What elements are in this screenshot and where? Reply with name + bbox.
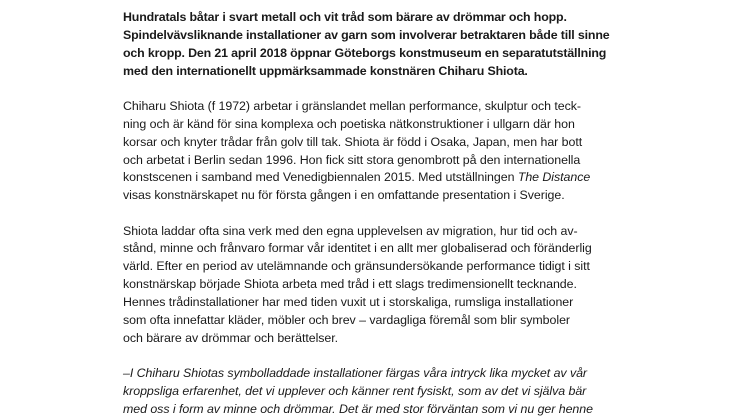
quote-line: kroppsliga erfarenhet, det vi upplever och känner rent fysiskt, som av det vi själva bär [123, 383, 587, 398]
paragraph-line: Shiota laddar ofta sina verk med den egna upplevelsen av migration, hur tid och av- [123, 223, 578, 238]
quote-line: –I Chiharu Shiotas symbolladdade installationer färgas våra intryck lika mycket av vår [123, 366, 588, 381]
paragraph-line [123, 169, 628, 187]
press-release-body [123, 9, 628, 419]
paragraph-line: korsar och knyter trådar från golv till tak. Shiota är född i Osaka, Japan, men har bott [123, 134, 583, 149]
lead-line: med den internationellt uppmärksammade konstnären Chiharu Shiota. [123, 63, 528, 78]
practice-paragraph [123, 223, 628, 348]
lead-line: och kropp. Den 21 april 2018 öppnar Göteborgs konstmuseum en separatutställning [123, 45, 607, 60]
paragraph-line: värld. Efter en period av utelämnande och gränsundersökande performance tidigt i sitt [123, 259, 590, 274]
biography-paragraph [123, 98, 628, 205]
paragraph-line: ning och är känd för sina komplexa och poetiska nätkonstruktioner i ullgarn där hon [123, 116, 575, 131]
lead-line: Hundratals båtar i svart metall och vit tråd som bärare av drömmar och hopp. [123, 10, 567, 24]
exhibition-title: The Distance [517, 170, 591, 185]
quote-paragraph [123, 365, 628, 419]
paragraph-line: och arbetat i Berlin sedan 1996. Hon fick sitt stora genombrott på den internationella [123, 152, 581, 167]
paragraph-line: som ofta innefattar kläder, möbler och brev – vardagliga föremål som blir symboler [123, 312, 570, 327]
paragraph-line: Chiharu Shiota (f 1972) arbetar i gränslandet mellan performance, skulptur och teck- [123, 98, 581, 113]
paragraph-line: och bärare av drömmar och berättelser. [123, 330, 339, 345]
paragraph-line-text: konstscenen i samband med Venedigbiennalen 2015. Med utställningen [123, 170, 518, 185]
lead-line: Spindelvävsliknande installationer av garn som involverar betraktaren både till sinne [123, 27, 610, 42]
paragraph-line: konstnärskap började Shiota arbeta med tråd i ett slags tredimensionellt tecknande. [123, 277, 577, 292]
lead-paragraph [123, 9, 628, 80]
paragraph-line: stånd, minne och frånvaro formar vår identitet i en allt mer globaliserad och föränderlig [123, 241, 592, 256]
quote-line: med oss i form av minne och drömmar. Det är med stor förväntan som vi nu ger henne [123, 401, 593, 416]
paragraph-line: visas konstnärskapet nu för första gången i en omfattande presentation i Sverige. [123, 188, 565, 203]
paragraph-line: Hennes trådinstallationer har med tiden vuxit ut i storskaliga, rumsliga installationer [123, 295, 574, 309]
